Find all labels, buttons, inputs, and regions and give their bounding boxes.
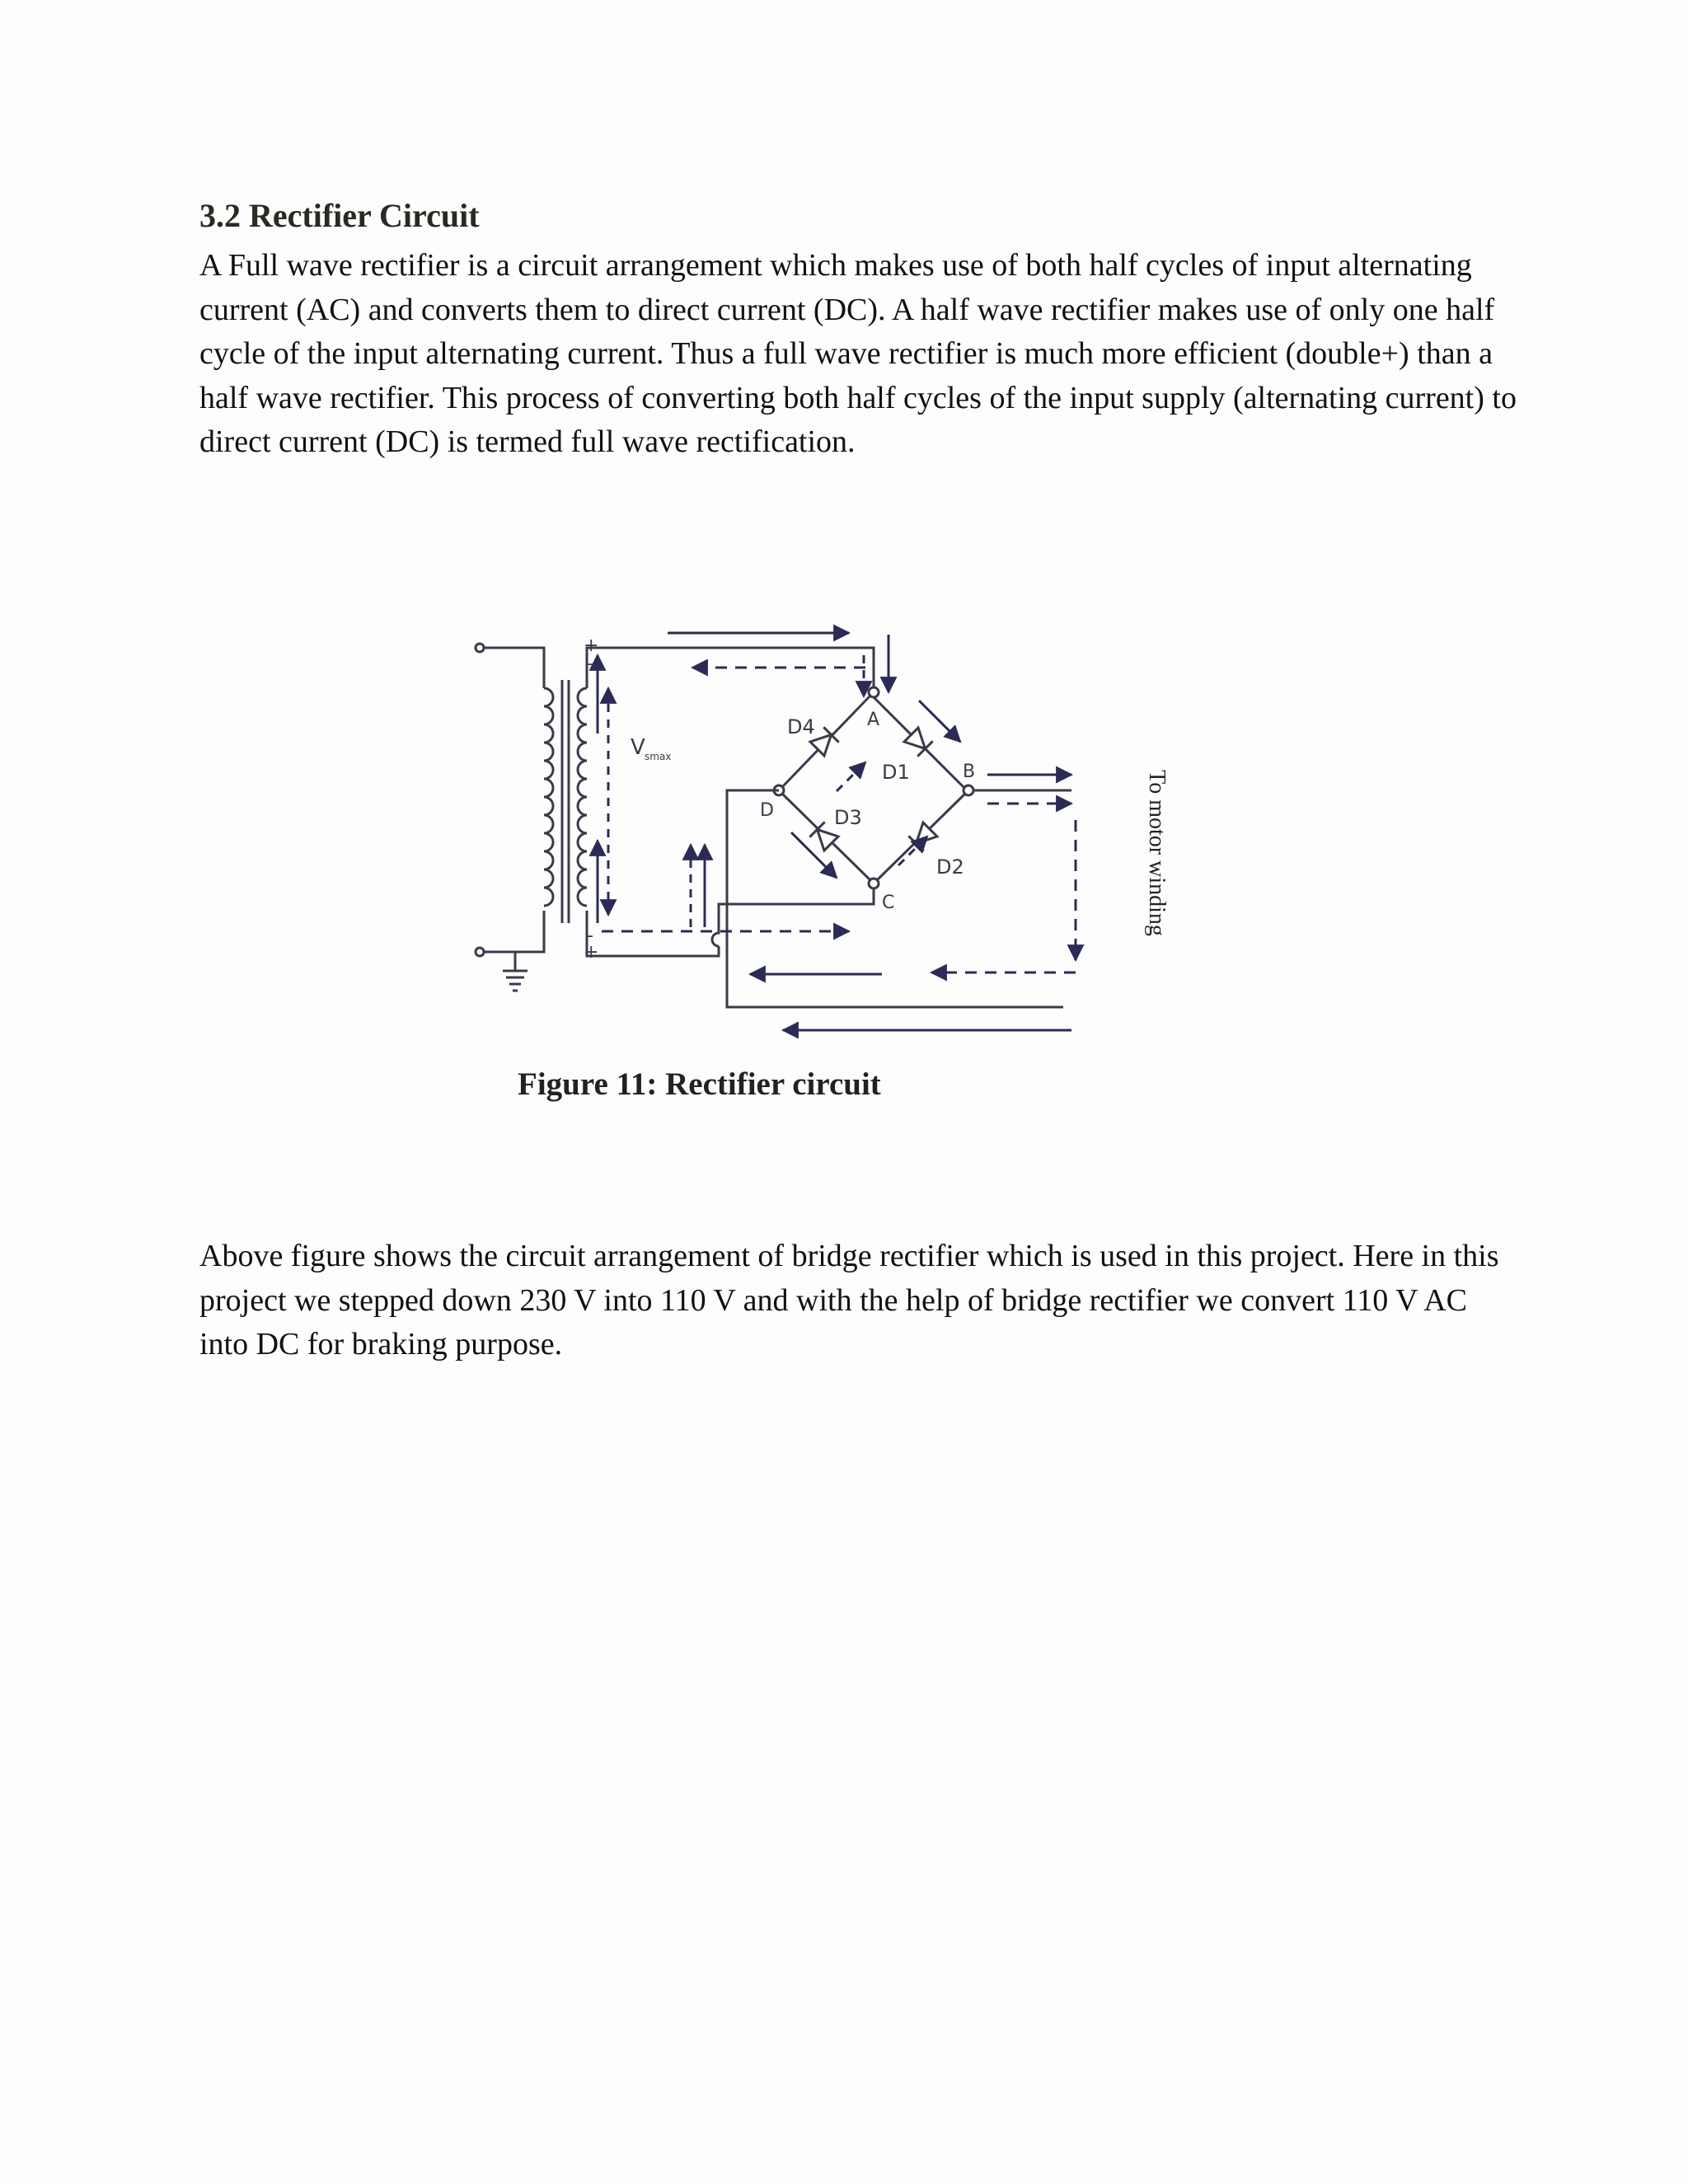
label-node-a: A [867, 710, 880, 730]
rectifier-circuit-diagram [470, 618, 1146, 1047]
label-node-d: D [760, 800, 774, 821]
label-plus-top: + [584, 635, 599, 656]
figure-caption: Figure 11: Rectifier circuit [518, 1066, 881, 1102]
label-node-b: B [963, 762, 976, 782]
label-plus-bottom: + [584, 942, 599, 963]
intro-paragraph: A Full wave rectifier is a circuit arrangement which makes use of both half cycles of input alternating current (AC) and converts them to direct current (DC). A half wave rectifier makes use of only one half cycle of the input alternating current. Thus a full wave rectifier is much more efficient (double+) than a half wave rectifier. This process of converting both half cycles of the input supply (alternating current) to direct current (DC) is termed full wave rectification. [199, 248, 1517, 459]
label-v: V [631, 735, 645, 760]
label-vsub: smax [645, 751, 672, 762]
label-d4: D4 [787, 715, 815, 738]
label-d2: D2 [936, 855, 964, 879]
label-d1: D1 [882, 761, 910, 784]
motor-winding-label: To motor winding [1144, 770, 1170, 936]
section-heading: 3.2 Rectifier Circuit [199, 197, 480, 234]
description-paragraph: Above figure shows the circuit arrangement of bridge rectifier which is used in this project. Here in this project we stepped down 230 V into 110 V and with the help of bridge rectifier we convert 110 V AC into DC for braking purpose. [199, 1239, 1499, 1361]
label-d3: D3 [834, 806, 862, 829]
label-minus-bottom: - [587, 926, 593, 946]
label-minus-top: - [587, 654, 593, 674]
label-node-c: C [882, 893, 895, 913]
